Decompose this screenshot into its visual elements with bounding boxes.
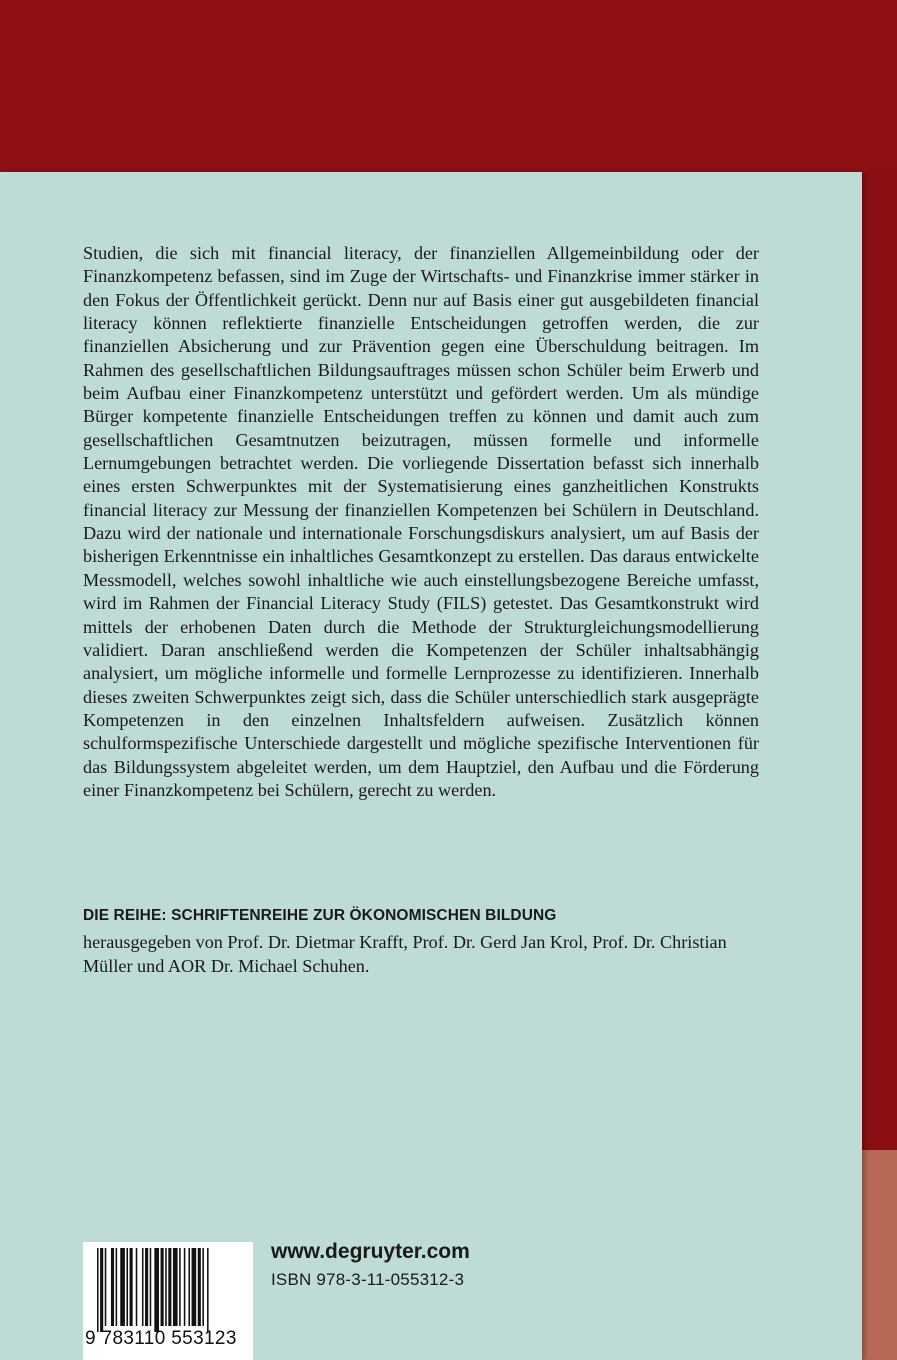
isbn-number: ISBN 978-3-11-055312-3 <box>271 1270 465 1289</box>
spine-strip <box>862 172 897 1150</box>
series-editors: herausgegeben von Prof. Dr. Dietmar Krafft, Prof. Dr. Gerd Jan Krol, Prof. Dr. Christian Müller und AOR Dr. Michael Schuhen. <box>83 932 727 976</box>
isbn-barcode <box>83 1242 253 1360</box>
publisher-website: www.degruyter.com <box>271 1240 470 1263</box>
barcode-digits: 9 783110 553123 <box>85 1328 237 1349</box>
spine-strip-accent <box>862 1150 897 1360</box>
blurb-text: Studien, die sich mit financial literacy, der finanziellen Allgemeinbildung oder der Finanzkompetenz befassen, sind im Zuge der Wirtschafts- und Finanzkrise immer stärker in den Fokus der Öffentlichkeit gerückt. Denn nur auf Basis einer gut ausgebildeten financial literacy können reflektierte finanzielle Entscheidungen getroffen werden, die zur finanziellen Absicherung und zur Prävention gegen eine Überschuldung beitragen. Im Rahmen des gesellschaftlichen Bildungsauftrages müssen schon Schüler beim Erwerb und beim Aufbau einer Finanzkompetenz unterstützt und gefördert werden. Um als mündige Bürger kompetente finanzielle Entscheidungen treffen zu können und damit auch zum gesellschaftlichen Gesamtnutzen beizutragen, müssen formelle und informelle Lernumgebungen betrachtet werden. Die vorliegende Dissertation befasst sich innerhalb eines ersten Schwerpunktes mit der Systematisierung eines ganzheitlichen Konstrukts financial literacy zur Messung der finanziellen Kompetenzen bei Schülern in Deutschland. Dazu wird der nationale und internationale Forschungsdiskurs analysiert, um auf Basis der bisherigen Erkenntnisse ein inhaltliches Gesamtkonzept zu erstellen. Das daraus entwickelte Messmodell, welches sowohl inhaltliche wie auch einstellungsbezogene Bereiche umfasst, wird im Rahmen der Financial Literacy Study (FILS) getestet. Das Gesamtkonstrukt wird mittels der erhobenen Daten durch die Methode der Strukturgleichungsmodellierung validiert. Daran anschließend werden die Kompetenzen der Schüler inhaltsabhängig analysiert, um mögliche informelle und formelle Lernprozesse zu identifizieren. Innerhalb dieses zweiten Schwerpunktes zeigt sich, dass die Schüler unterschiedlich stark ausgeprägte Kompetenzen in den einzelnen Inhaltsfeldern aufweisen. Zusätzlich können schulformspezifische Unterschiede dargestellt und mögliche spezifische Interventionen für das Bildungssystem abgeleitet werden, um dem Hauptziel, den Aufbau und die Förderung einer Finanzkompetenz bei Schülern, gerecht zu werden. <box>83 243 759 800</box>
series-heading: DIE REIHE: SCHRIFTENREIHE ZUR ÖKONOMISCHEN BILDUNG <box>83 907 557 924</box>
cover-top-band <box>0 0 897 172</box>
